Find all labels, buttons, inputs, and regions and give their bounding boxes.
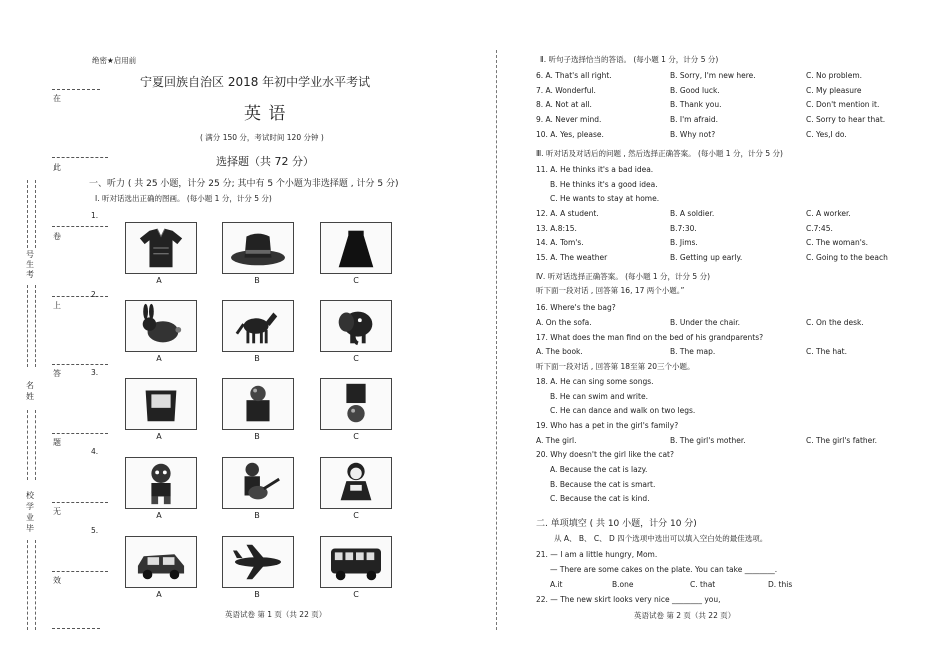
- option-text: A.it: [550, 580, 563, 589]
- boy-icon[interactable]: [125, 457, 197, 509]
- option-text: 7. A. Wonderful.: [536, 86, 596, 95]
- question-text: 20. Why doesn't the girl like the cat?: [536, 450, 674, 459]
- exam-title: 宁夏回族自治区 2018 年初中学业水平考试: [140, 75, 371, 89]
- part4-instruction: 听下面一段对话 , 回答第 16, 17 两个小题。”: [536, 286, 685, 295]
- margin-char: 在: [53, 94, 61, 103]
- option-text: C. A worker.: [806, 209, 851, 218]
- option-text: C. Because the cat is kind.: [550, 494, 650, 503]
- option-label: C: [353, 511, 359, 520]
- option-text: B. A soldier.: [670, 209, 715, 218]
- cube-on-ball-icon[interactable]: [320, 378, 392, 430]
- option-text: 11. A. He thinks it's a bad idea.: [536, 165, 654, 174]
- option-text: B.7:30.: [670, 224, 697, 233]
- part3-heading: Ⅲ. 听对话及对话后的问题 , 然后选择正确答案。 (每小题 1 分，计分 5 分): [536, 149, 783, 158]
- option-text: B. Getting up early.: [670, 253, 743, 262]
- margin-line: [52, 571, 108, 572]
- option-text: C. On the desk.: [806, 318, 864, 327]
- option-text: C. My pleasure: [806, 86, 862, 95]
- part2-heading: Ⅱ. 听句子选择恰当的答语。 (每小题 1 分，计分 5 分): [540, 55, 719, 64]
- margin-line: [52, 364, 108, 365]
- car-icon[interactable]: [125, 536, 197, 588]
- margin-line: [52, 628, 100, 629]
- option-text: A. The book.: [536, 347, 583, 356]
- question-number: 5.: [91, 526, 99, 535]
- section2-heading: 二. 单项填空 ( 共 10 小题，计分 10 分): [536, 519, 697, 529]
- skirt-icon[interactable]: [320, 222, 392, 274]
- school-label: 校学业毕: [26, 491, 34, 533]
- option-text: B. Under the chair.: [670, 318, 741, 327]
- option-text: 8. A. Not at all.: [536, 100, 592, 109]
- option-text: 18. A. He can sing some songs.: [536, 377, 654, 386]
- option-text: B. He can swim and write.: [550, 392, 648, 401]
- shirt-icon[interactable]: [125, 222, 197, 274]
- margin-char: 上: [53, 301, 61, 310]
- hat-icon[interactable]: [222, 222, 294, 274]
- option-text: 10. A. Yes, please.: [536, 130, 604, 139]
- option-text: B. Thank you.: [670, 100, 722, 109]
- question-text: 17. What does the man find on the bed of his grandparents?: [536, 333, 764, 342]
- horse-icon[interactable]: [222, 300, 294, 352]
- option-label: C: [353, 590, 359, 599]
- margin-char: 效: [53, 576, 61, 585]
- page-footer: 英语试卷 第 1 页（共 22 页）: [225, 610, 327, 619]
- option-text: 13. A.8:15.: [536, 224, 577, 233]
- question-number: 3.: [91, 368, 99, 377]
- airplane-icon[interactable]: [222, 536, 294, 588]
- margin-line: [52, 89, 100, 90]
- elephant-icon[interactable]: [320, 300, 392, 352]
- option-text: C. Yes,I do.: [806, 130, 847, 139]
- option-text: C. The girl's father.: [806, 436, 878, 445]
- page-footer: 英语试卷 第 2 页（共 22 页）: [634, 611, 736, 620]
- rabbit-icon[interactable]: [125, 300, 197, 352]
- question-text: 21. — I am a little hungry, Mom.: [536, 550, 658, 559]
- option-label: B: [254, 590, 260, 599]
- option-text: 14. A. Tom's.: [536, 238, 584, 247]
- margin-char: 题: [53, 438, 61, 447]
- page-divider: [496, 50, 497, 630]
- option-text: 12. A. A student.: [536, 209, 599, 218]
- margin-line: [52, 226, 108, 227]
- question-text: — There are some cakes on the plate. You can take ________.: [550, 565, 778, 574]
- option-text: B. The girl's mother.: [670, 436, 746, 445]
- option-text: 9. A. Never mind.: [536, 115, 602, 124]
- option-text: C.7:45.: [806, 224, 833, 233]
- option-label: A: [156, 511, 162, 520]
- option-text: C. The woman's.: [806, 238, 869, 247]
- margin-line: [52, 296, 108, 297]
- margin-char: 无: [53, 507, 61, 516]
- section2-instruction: 从 A、 B、 C、 D 四个选项中选出可以填入空白处的最佳选项。: [554, 534, 768, 543]
- option-text: B. Good luck.: [670, 86, 720, 95]
- box-icon[interactable]: [125, 378, 197, 430]
- option-text: A. The girl.: [536, 436, 577, 445]
- option-label: B: [254, 511, 260, 520]
- student-id-label: 号生考: [26, 250, 34, 279]
- option-label: A: [156, 276, 162, 285]
- margin-char: 卷: [53, 232, 61, 241]
- section-title: 选择题（共 72 分）: [216, 155, 314, 168]
- margin-line: [52, 433, 108, 434]
- option-text: B. The map.: [670, 347, 716, 356]
- option-text: D. this: [768, 580, 793, 589]
- exam-note: ( 满分 150 分，考试时间 120 分钟 ): [200, 133, 324, 142]
- option-text: C. He can dance and walk on two legs.: [550, 406, 696, 415]
- question-number: 4.: [91, 447, 99, 456]
- question-number: 1.: [91, 211, 99, 220]
- option-text: A. Because the cat is lazy.: [550, 465, 648, 474]
- subject-title: 英 语: [244, 104, 287, 124]
- part1-heading: 一、听力 ( 共 25 小题，计分 25 分; 其中有 5 个小题为非选择题 , 计分 5 分): [89, 179, 399, 189]
- option-text: B.one: [612, 580, 634, 589]
- option-text: B. Jims.: [670, 238, 698, 247]
- option-label: A: [156, 590, 162, 599]
- option-label: B: [254, 432, 260, 441]
- part4-instruction: 听下面一段对话 , 回答第 18至第 20三个小题。: [536, 362, 695, 371]
- option-text: C. that: [690, 580, 716, 589]
- option-text: C. Sorry to hear that.: [806, 115, 886, 124]
- option-text: C. Don't mention it.: [806, 100, 880, 109]
- option-label: C: [353, 276, 359, 285]
- option-label: A: [156, 432, 162, 441]
- margin-char: 答: [53, 369, 61, 378]
- option-label: C: [353, 354, 359, 363]
- question-number: 2.: [91, 290, 99, 299]
- option-text: 15. A. The weather: [536, 253, 608, 262]
- guitar-player-icon[interactable]: [222, 457, 294, 509]
- option-text: A. On the sofa.: [536, 318, 592, 327]
- option-text: C. The hat.: [806, 347, 848, 356]
- option-label: B: [254, 276, 260, 285]
- option-text: B. He thinks it's a good idea.: [550, 180, 658, 189]
- question-text: 19. Who has a pet in the girl's family?: [536, 421, 679, 430]
- option-text: B. I'm afraid.: [670, 115, 719, 124]
- name-label: 名姓: [26, 381, 34, 401]
- margin-line: [52, 157, 108, 158]
- option-text: C. He wants to stay at home.: [550, 194, 660, 203]
- secret-mark: 绝密★启用前: [92, 56, 137, 65]
- bus-icon[interactable]: [320, 536, 392, 588]
- part4-heading: Ⅳ. 听对话选择正确答案。 (每小题 1 分，计分 5 分): [536, 272, 711, 281]
- option-text: C. Going to the beach: [806, 253, 888, 262]
- option-label: B: [254, 354, 260, 363]
- option-text: C. No problem.: [806, 71, 863, 80]
- option-text: 6. A. That's all right.: [536, 71, 612, 80]
- margin-line: [52, 502, 108, 503]
- option-label: C: [353, 432, 359, 441]
- girl-icon[interactable]: [320, 457, 392, 509]
- option-text: B. Sorry, I'm new here.: [670, 71, 756, 80]
- question-text: 16. Where's the bag?: [536, 303, 616, 312]
- option-text: B. Why not?: [670, 130, 716, 139]
- ball-on-cube-icon[interactable]: [222, 378, 294, 430]
- option-text: B. Because the cat is smart.: [550, 480, 656, 489]
- margin-char: 此: [53, 163, 61, 172]
- option-label: A: [156, 354, 162, 363]
- part1-instruction: Ⅰ. 听对话选出正确的图画。 (每小题 1 分，计分 5 分): [95, 194, 272, 203]
- question-text: 22. — The new skirt looks very nice ________ you,: [536, 595, 721, 604]
